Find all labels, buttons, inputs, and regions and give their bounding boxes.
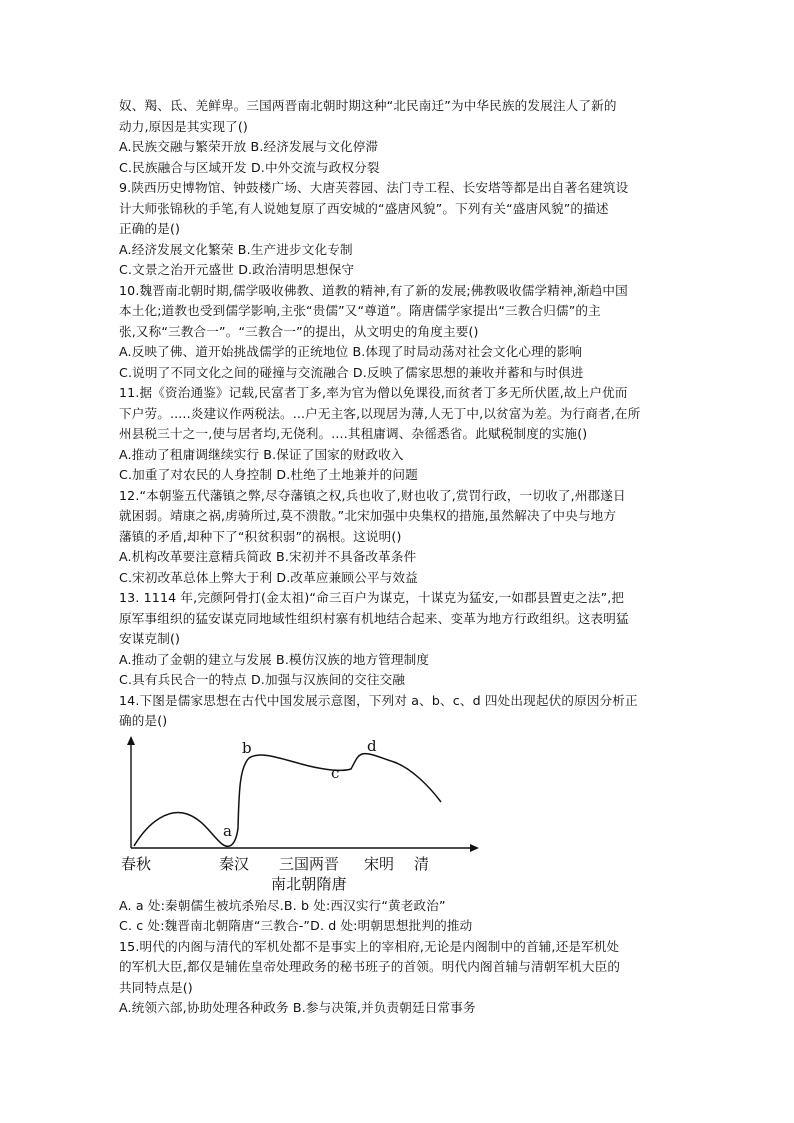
q9-stem-line-1: 9.陕西历史博物馆、钟鼓楼广场、大唐芙蓉园、法门寺工程、长安塔等都是出自著名建筑设 <box>119 180 629 195</box>
q11-stem-line-3: 州县税三十之一,使与居者均,无侥利。....其租庸调、杂徭悉省。此赋税制度的实施() <box>119 426 588 441</box>
q11-options-ab: A.推动了租庸调继续实行 B.保证了国家的财政收入 <box>119 446 404 462</box>
q12-stem-line-3: 藩镇的矛盾,却种下了“积贫积弱”的祸根。这说明() <box>119 528 402 544</box>
y-axis-arrow <box>127 736 135 745</box>
x-label-chunqiu: 春秋 <box>121 854 152 873</box>
q9-stem-line-2: 计大师张锦秋的手笔,有人说她复原了西安城的“盛唐风貌”。下列有关“盛唐风貌”的描述 <box>119 200 609 216</box>
q8-stem-line-1: 奴、羯、氐、羌鲜卑。三国两晋南北朝时期这种“北民南迁”为中华民族的发展注人了新的 <box>119 98 617 113</box>
q10-options-cd: C.说明了不同文化之间的碰撞与交流融合 D.反映了儒家思想的兼收并蓄和与时俱进 <box>119 364 584 380</box>
x-label-qinhan: 秦汉 <box>219 854 250 873</box>
q14-stem-line-2: 确的是() <box>119 713 168 728</box>
q9-options-cd: C.文景之治开元盛世 D.政治清明思想保守 <box>119 262 355 277</box>
q11-stem-line-2: 下户劳。.....炎建议作两税法。...户无主客,以现居为薄,人无丁中,以贫富为差。为行商者,在所 <box>119 405 641 421</box>
q9-options-ab: A.经济发展文化繁荣 B.生产进步文化专制 <box>119 241 353 257</box>
q13-stem-line-1: 13. 1114 年,完颜阿骨打(金太祖)“命三百户为谋克，十谋克为猛安,一如郡县置吏之法”,把 <box>119 590 625 605</box>
q8-stem-line-2: 动力,原因是其实现了() <box>119 118 248 134</box>
x-label-sanguo: 三国两晋 <box>279 854 340 873</box>
q15-stem-line-3: 共同特点是() <box>119 979 193 995</box>
q13-options-cd: C.具有兵民合一的特点 D.加强与汉族间的交往交融 <box>119 672 406 687</box>
q14-options-cd: C. c 处:魏晋南北朝隋唐“三教合-”D. d 处:明朝思想批判的推动 <box>119 918 473 933</box>
confucianism-development-chart <box>119 736 479 876</box>
development-curve <box>134 753 441 846</box>
point-label-d: d <box>367 736 377 755</box>
x-label-qing: 清 <box>414 854 430 873</box>
point-label-c: c <box>331 763 340 782</box>
q15-stem-line-1: 15.明代的内阁与清代的军机处都不是事实上的宰相府,无论是内阁制中的首辅,还是军机处 <box>119 938 620 954</box>
q12-stem-line-2: 就困弱。靖康之祸,虏骑所过,莫不溃散。”北宋加强中央集权的措施,虽然解决了中央与地方 <box>119 508 617 523</box>
q11-stem-line-1: 11.据《资治通鉴》记载,民富者丁多,率为官为僧以免课役,而贫者丁多无所伏匿,故上户优而 <box>119 385 628 400</box>
q14-options-ab: A. a 处:秦朝儒生被坑杀殆尽.B. b 处:西汉实行“黄老政治” <box>119 897 446 913</box>
chart-svg <box>119 736 479 876</box>
q12-stem-line-1: 12.“本朝鉴五代藩镇之弊,尽夺藩镇之权,兵也收了,财也收了,赏罚行政，一切收了,州郡遂日 <box>119 487 626 503</box>
q12-options-cd: C.宋初改革总体上弊大于利 D.改革应兼顾公平与效益 <box>119 569 418 585</box>
q9-stem-line-3: 正确的是() <box>119 221 181 236</box>
x-label-songming: 宋明 <box>364 854 395 873</box>
q13-options-ab: A.推动了金朝的建立与发展 B.模仿汉族的地方管理制度 <box>119 651 430 667</box>
exam-page <box>119 96 679 1019</box>
q8-options-ab: A.民族交融与繁荣开放 B.经济发展与文化停滞 <box>119 139 379 154</box>
q10-stem-line-1: 10.魏晋南北朝时期,儒学吸收佛教、道教的精神,有了新的发展;佛教吸收儒学精神,渐趋中国 <box>119 282 628 298</box>
q8-options-cd: C.民族融合与区域开发 D.中外交流与政权分裂 <box>119 159 380 175</box>
q14-stem-line-1: 14.下图是儒家思想在古代中国发展示意图，下列对 a、b、c、d 四处出现起伏的原因分析正 <box>119 692 638 708</box>
q15-stem-line-2: 的军机大臣,都仅是辅佐皇帝处理政务的秘书班子的首领。明代内阁首辅与清朝军机大臣的 <box>119 959 621 974</box>
q10-options-ab: A.反映了佛、道开始挑战儒学的正统地位 B.体现了时局动荡对社会文化心理的影响 <box>119 344 583 359</box>
q13-stem-line-3: 安谋克制() <box>119 631 181 646</box>
q10-stem-line-2: 本土化;道教也受到儒学影响,主张“贵儒”又“尊道”。隋唐儒学家提出“三教合归儒”的主 <box>119 303 601 318</box>
x-axis-arrow <box>470 844 479 852</box>
point-label-b: b <box>242 738 252 757</box>
q12-options-ab: A.机构改革要注意精兵简政 B.宋初并不具备改革条件 <box>119 549 417 564</box>
q11-options-cd: C.加重了对农民的人身控制 D.杜绝了土地兼并的问题 <box>119 467 418 482</box>
x-label-nanbeichao: 南北朝隋唐 <box>271 874 347 893</box>
q10-stem-line-3: 张,又称“三教合一”。“三教合一”的提出，从文明史的角度主要() <box>119 323 479 339</box>
point-label-a: a <box>223 821 232 840</box>
q13-stem-line-2: 原军事组织的猛安谋克同地域性组织村寨有机地结合起来、变革为地方行政组织。这表明猛 <box>119 610 629 626</box>
q15-options-ab: A.统领六部,协助处理各种政务 B.参与决策,并负责朝廷日常事务 <box>119 1000 476 1015</box>
